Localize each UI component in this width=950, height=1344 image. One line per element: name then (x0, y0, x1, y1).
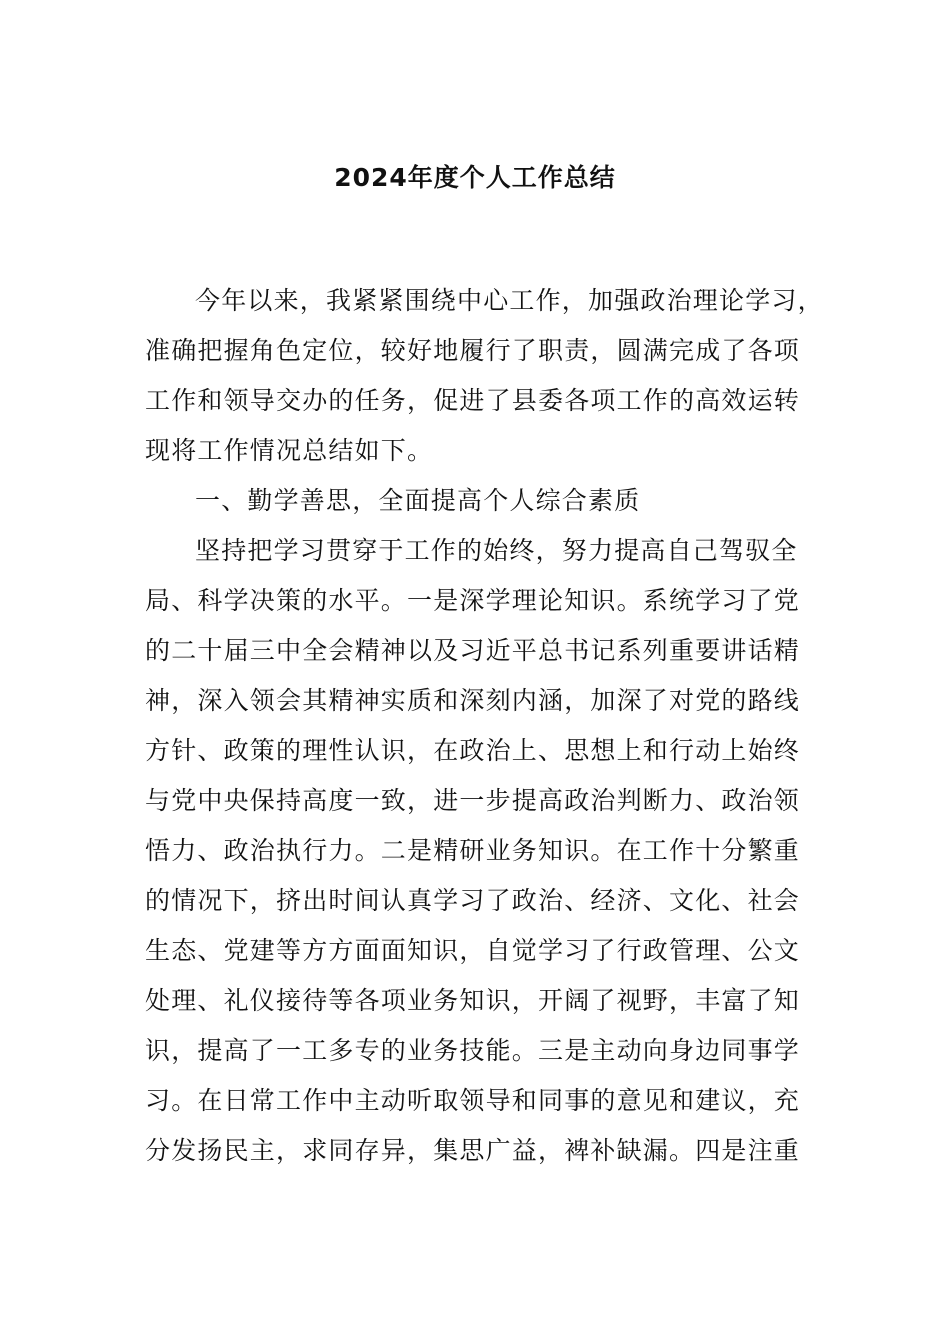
paragraph-line: 神，深入领会其精神实质和深刻内涵，加深了对党的路线 (145, 686, 801, 715)
paragraph-line: 生态、党建等方方面面知识，自觉学习了行政管理、公文 (145, 936, 801, 965)
paragraph-line: 处理、礼仪接待等各项业务知识，开阔了视野，丰富了知 (145, 986, 801, 1015)
paragraph-line: 习。在日常工作中主动听取领导和同事的意见和建议，充 (145, 1086, 801, 1115)
paragraph-line: 准确把握角色定位，较好地履行了职责，圆满完成了各项 (145, 336, 801, 365)
paragraph-line: 与党中央保持高度一致，进一步提高政治判断力、政治领 (145, 786, 801, 815)
paragraph-line: 的二十届三中全会精神以及习近平总书记系列重要讲话精 (145, 636, 801, 665)
paragraph-line: 的情况下，挤出时间认真学习了政治、经济、文化、社会 (145, 886, 801, 915)
document-title: 2024年度个人工作总结 (334, 163, 616, 192)
paragraph-line: 今年以来，我紧紧围绕中心工作，加强政治理论学习， (195, 286, 824, 315)
paragraph-line: 工作和领导交办的任务，促进了县委各项工作的高效运转 (145, 386, 801, 415)
paragraph-line: 坚持把学习贯穿于工作的始终，努力提高自己驾驭全 (195, 536, 798, 565)
paragraph-line: 分发扬民主，求同存异，集思广益，裨补缺漏。四是注重 (145, 1136, 801, 1165)
document-body (145, 283, 845, 1183)
section-heading: 一、勤学善思，全面提高个人综合素质 (195, 486, 641, 515)
paragraph-line: 方针、政策的理性认识，在政治上、思想上和行动上始终 (145, 736, 801, 765)
paragraph-line: 局、科学决策的水平。一是深学理论知识。系统学习了党 (145, 586, 801, 615)
paragraph-line: 现将工作情况总结如下。 (145, 436, 434, 465)
paragraph-line: 识，提高了一工多专的业务技能。三是主动向身边同事学 (145, 1036, 801, 1065)
paragraph-line: 悟力、政治执行力。二是精研业务知识。在工作十分繁重 (145, 836, 801, 865)
